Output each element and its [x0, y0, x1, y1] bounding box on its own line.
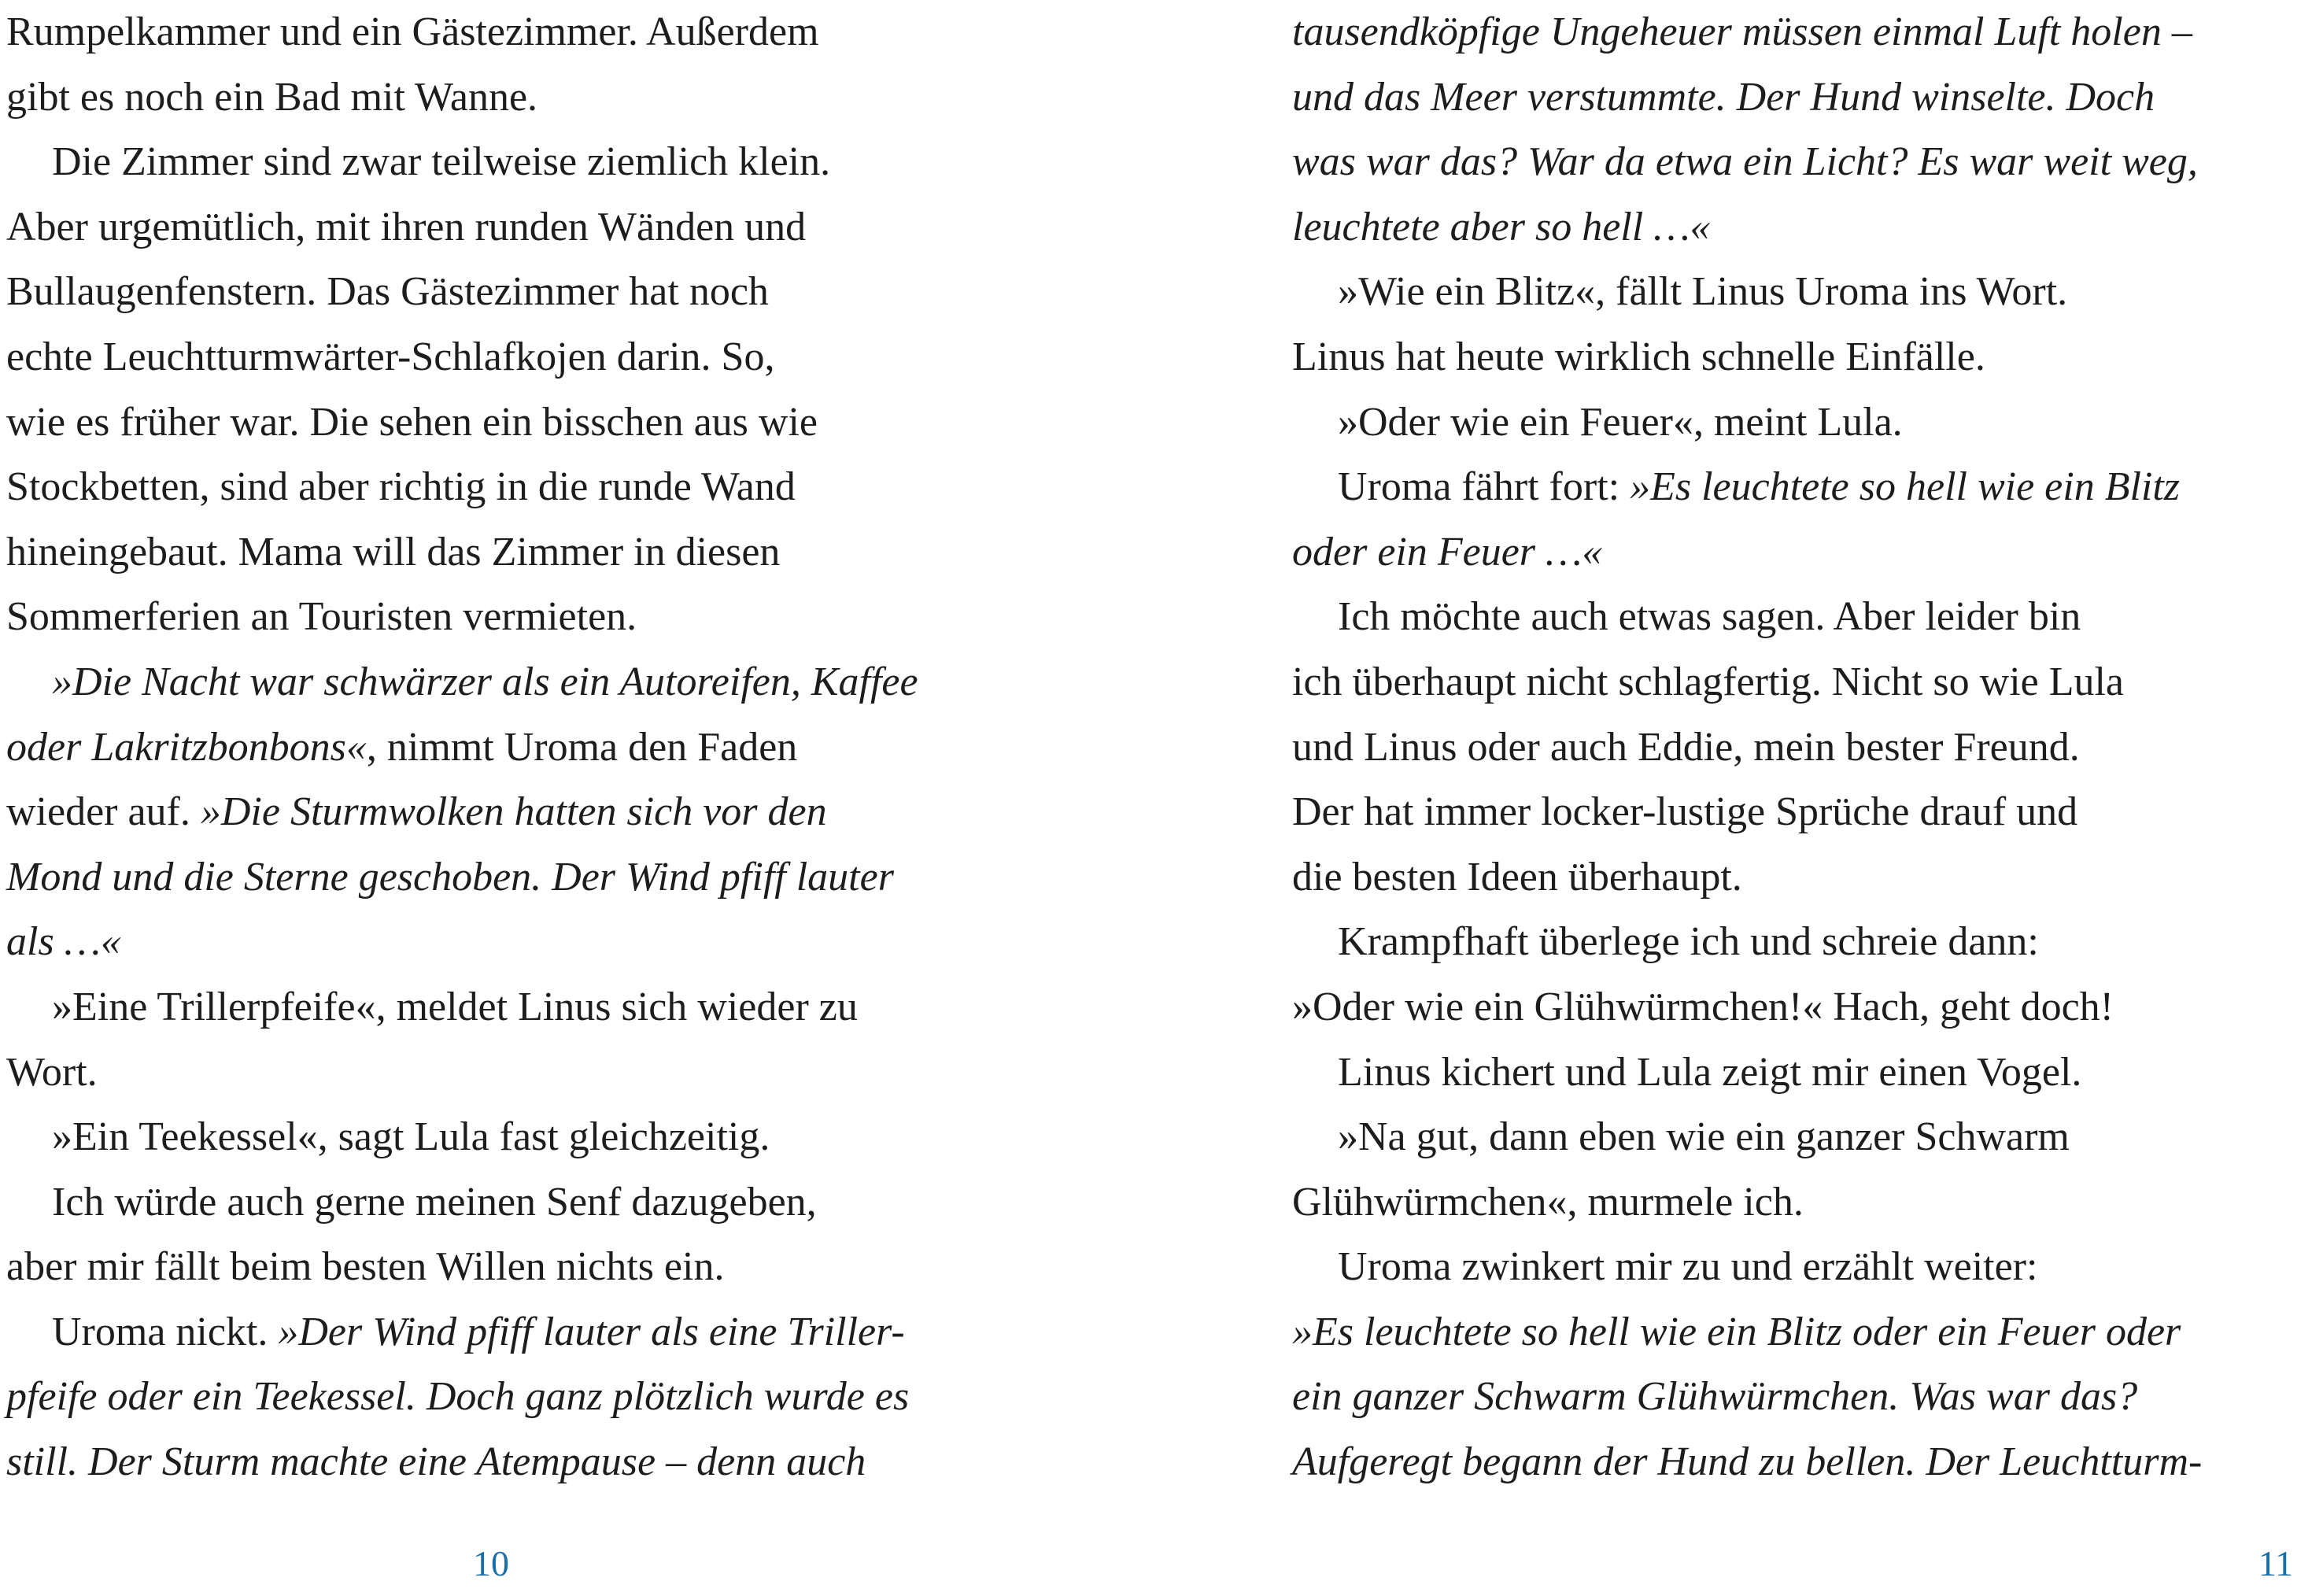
text-line	[1292, 325, 2236, 390]
left-page	[6, 0, 990, 1596]
text-line	[6, 130, 990, 195]
text-run: Uroma nickt.	[52, 1309, 279, 1354]
text-line	[1292, 1105, 2236, 1170]
text-run: aber mir fällt beim besten Willen nichts ein.	[6, 1244, 725, 1290]
text-run: Die Zimmer sind zwar teilweise ziemlich klein.	[52, 139, 831, 185]
italic-text-run: als …«	[6, 919, 121, 965]
text-line	[6, 650, 990, 715]
text-line	[6, 975, 990, 1040]
text-run: Uroma zwinkert mir zu und erzählt weiter:	[1338, 1244, 2038, 1290]
italic-text-run: oder Lakritzbonbons«	[6, 724, 367, 770]
text-line	[6, 1170, 990, 1236]
right-page-text	[1292, 0, 2236, 1495]
text-run: Wort.	[6, 1049, 98, 1095]
text-run: hineingebaut. Mama will das Zimmer in diesen	[6, 529, 781, 574]
text-run: Der hat immer locker-lustige Sprüche drauf und	[1292, 789, 2078, 835]
text-line	[1292, 65, 2236, 131]
text-run: Krampfhaft überlege ich und schreie dann:	[1338, 919, 2039, 965]
italic-text-run: pfeife oder ein Teekessel. Doch ganz plötzlich wurde es	[6, 1374, 910, 1420]
text-line	[6, 1235, 990, 1300]
text-run: Linus kichert und Lula zeigt mir einen Vogel.	[1338, 1049, 2082, 1095]
text-line	[1292, 845, 2236, 911]
text-run: ich überhaupt nicht schlagfertig. Nicht so wie Lula	[1292, 659, 2125, 704]
italic-text-run: »Es leuchtete so hell wie ein Blitz	[1630, 464, 2181, 510]
text-run: die besten Ideen überhaupt.	[1292, 854, 1742, 900]
text-run: Ich möchte auch etwas sagen. Aber leider bin	[1338, 594, 2081, 640]
text-line	[1292, 1235, 2236, 1300]
italic-text-run: still. Der Sturm machte eine Atempause – denn auch	[6, 1439, 866, 1485]
text-line	[6, 390, 990, 456]
text-line	[6, 1365, 990, 1430]
italic-text-run: und das Meer verstummte. Der Hund winselte. Doch	[1292, 74, 2155, 120]
text-run: Sommerferien an Touristen vermieten.	[6, 594, 637, 640]
text-run: Uroma fährt fort:	[1338, 464, 1631, 510]
text-line	[6, 195, 990, 260]
text-run: Bullaugenfenstern. Das Gästezimmer hat noch	[6, 269, 769, 315]
text-run: echte Leuchtturmwärter-Schlafkojen darin. So,	[6, 334, 775, 379]
text-run: »Oder wie ein Feuer«, meint Lula.	[1338, 399, 1903, 445]
text-run: und Linus oder auch Eddie, mein bester Freund.	[1292, 724, 2080, 770]
text-line	[1292, 260, 2236, 325]
text-line	[1292, 1040, 2236, 1106]
text-line	[1292, 650, 2236, 715]
text-line	[1292, 1300, 2236, 1365]
text-run: »Wie ein Blitz«, fällt Linus Uroma ins Wort.	[1338, 269, 2068, 315]
text-line	[1292, 975, 2236, 1040]
text-line	[6, 65, 990, 131]
text-line	[1292, 1170, 2236, 1236]
text-line	[1292, 390, 2236, 456]
text-line	[6, 520, 990, 586]
text-line	[1292, 455, 2236, 520]
text-line	[1292, 1365, 2236, 1430]
text-line	[6, 585, 990, 650]
text-line	[6, 1300, 990, 1365]
text-run: Rumpelkammer und ein Gästezimmer. Außerdem	[6, 9, 819, 54]
text-line	[6, 325, 990, 390]
text-line	[6, 910, 990, 975]
italic-text-run: Aufgeregt begann der Hund zu bellen. Der Leuchtturm-	[1292, 1439, 2203, 1485]
text-line	[1292, 195, 2236, 260]
text-line	[6, 715, 990, 781]
italic-text-run: »Der Wind pfiff lauter als eine Triller-	[278, 1309, 905, 1354]
right-page	[1292, 0, 2294, 1596]
left-page-text	[6, 0, 990, 1495]
text-run: »Na gut, dann eben wie ein ganzer Schwarm	[1338, 1114, 2070, 1160]
italic-text-run: »Die Sturmwolken hatten sich vor den	[200, 789, 827, 835]
text-run: , nimmt Uroma den Faden	[366, 724, 798, 770]
italic-text-run: leuchtete aber so hell …«	[1292, 204, 1711, 249]
italic-text-run: »Die Nacht war schwärzer als ein Autoreifen, Kaffee	[52, 659, 918, 704]
text-line	[6, 1040, 990, 1106]
italic-text-run: tausendköpfige Ungeheuer müssen einmal Luft holen –	[1292, 9, 2192, 54]
italic-text-run: oder ein Feuer …«	[1292, 529, 1603, 574]
italic-text-run: was war das? War da etwa ein Licht? Es war weit weg,	[1292, 139, 2198, 185]
text-line	[1292, 0, 2236, 65]
italic-text-run: Mond und die Sterne geschoben. Der Wind pfiff lauter	[6, 854, 894, 900]
text-run: Aber urgemütlich, mit ihren runden Wänden und	[6, 204, 807, 249]
text-line	[1292, 910, 2236, 975]
text-line	[6, 780, 990, 845]
text-line	[6, 455, 990, 520]
text-run: Stockbetten, sind aber richtig in die runde Wand	[6, 464, 796, 510]
text-run: Linus hat heute wirklich schnelle Einfälle.	[1292, 334, 1985, 379]
text-line	[6, 260, 990, 325]
page-number-right: 11	[2258, 1543, 2294, 1583]
text-line	[1292, 130, 2236, 195]
italic-text-run: ein ganzer Schwarm Glühwürmchen. Was war das?	[1292, 1374, 2138, 1420]
text-run: wieder auf.	[6, 789, 201, 835]
text-run: Ich würde auch gerne meinen Senf dazugeben,	[52, 1179, 817, 1225]
text-line	[1292, 520, 2236, 586]
text-line	[1292, 780, 2236, 845]
text-line	[6, 1105, 990, 1170]
text-line	[1292, 715, 2236, 781]
text-line	[6, 0, 990, 65]
text-run: »Eine Trillerpfeife«, meldet Linus sich wieder zu	[52, 984, 858, 1029]
text-run: »Oder wie ein Glühwürmchen!« Hach, geht doch!	[1292, 984, 2114, 1029]
text-line	[6, 845, 990, 911]
text-run: gibt es noch ein Bad mit Wanne.	[6, 74, 538, 120]
italic-text-run: »Es leuchtete so hell wie ein Blitz oder ein Feuer oder	[1292, 1309, 2181, 1354]
text-run: wie es früher war. Die sehen ein bisschen aus wie	[6, 399, 818, 445]
page-number-left: 10	[473, 1543, 509, 1583]
text-line	[1292, 1430, 2236, 1495]
text-line	[1292, 585, 2236, 650]
text-line	[6, 1430, 990, 1495]
text-run: Glühwürmchen«, murmele ich.	[1292, 1179, 1804, 1225]
text-run: »Ein Teekessel«, sagt Lula fast gleichzeitig.	[52, 1114, 770, 1160]
